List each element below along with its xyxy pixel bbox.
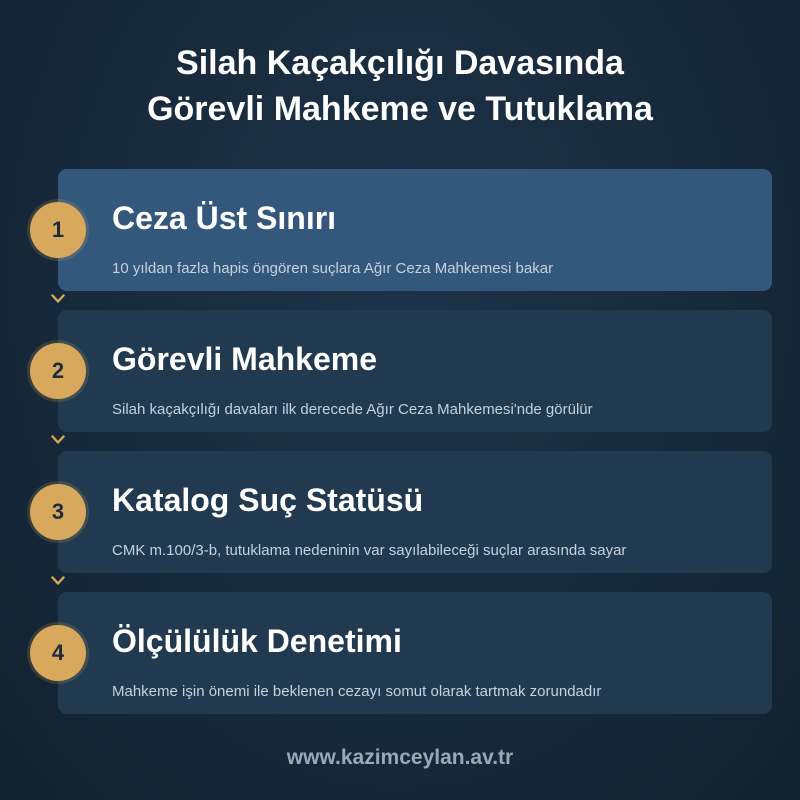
step-heading: Katalog Suç Statüsü <box>112 482 424 518</box>
title-line-1: Silah Kaçakçılığı Davasında <box>176 44 624 82</box>
step-number-badge-1: 1 <box>30 202 86 258</box>
step-number-badge-4: 4 <box>30 625 86 681</box>
chevron-down-icon <box>51 576 65 586</box>
step-card-2 <box>58 310 772 432</box>
chevron-down-icon <box>51 435 65 445</box>
step-description: Mahkeme işin önemi ile beklenen cezayı somut olarak tartmak zorundadır <box>112 683 602 700</box>
step-card-4 <box>58 592 772 714</box>
chevron-down-icon <box>51 294 65 304</box>
step-description: CMK m.100/3-b, tutuklama nedeninin var sayılabileceği suçlar arasında sayar <box>112 542 627 559</box>
step-description: Silah kaçakçılığı davaları ilk derecede Ağır Ceza Mahkemesi'nde görülür <box>112 401 593 418</box>
step-description: 10 yıldan fazla hapis öngören suçlara Ağır Ceza Mahkemesi bakar <box>112 260 554 277</box>
step-heading: Ceza Üst Sınırı <box>112 200 337 236</box>
footer-website: www.kazimceylan.av.tr <box>286 746 514 769</box>
step-number-badge-2: 2 <box>30 343 86 399</box>
step-number-badge-3: 3 <box>30 484 86 540</box>
step-card-1 <box>58 169 772 291</box>
step-card-3 <box>58 451 772 573</box>
title-line-2: Görevli Mahkeme ve Tutuklama <box>147 90 653 128</box>
step-heading: Ölçülülük Denetimi <box>112 623 402 659</box>
step-heading: Görevli Mahkeme <box>112 341 377 377</box>
